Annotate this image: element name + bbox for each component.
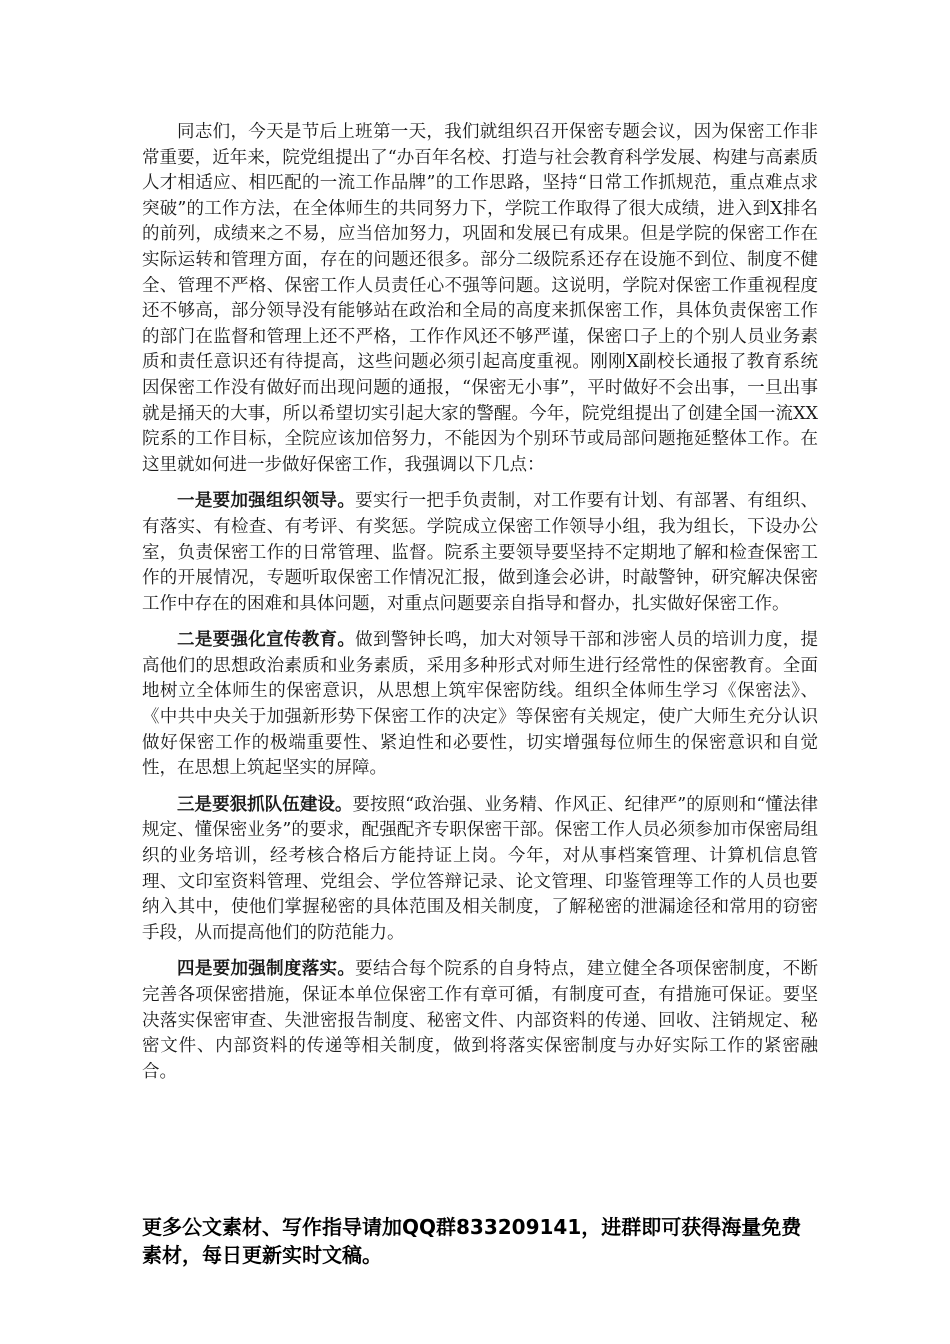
point-3-heading: 三是要狠抓队伍建设。 bbox=[177, 794, 353, 815]
promo-footer: 更多公文素材、写作指导请加QQ群833209141，进群即可获得海量免费素材，每日更新实时文稿。 bbox=[142, 1215, 802, 1267]
point-2-text: 做到警钟长鸣，加大对领导干部和涉密人员的培训力度，提高他们的思想政治素质和业务素质，采用多种形式对师生进行经常性的保密教育。全面地树立全体师生的保密意识，从思想上筑牢保密防线。组织全体师生学习《保密法》、《中共中央关于加强新形势下保密工作的决定》等保密有关规定，使广大师生充分认识做好保密工作的极端重要性、紧迫性和必要性，切实增强每位师生的保密意识和自觉性，在思想上筑起坚实的屏障。 bbox=[142, 630, 819, 779]
paragraph-intro bbox=[142, 120, 818, 478]
point-1-heading: 一是要加强组织领导。 bbox=[177, 491, 356, 512]
document-body bbox=[142, 120, 818, 1096]
paragraph-point-4 bbox=[142, 957, 818, 1085]
point-2-heading: 二是要强化宣传教育。 bbox=[177, 630, 356, 651]
paragraph-point-2 bbox=[142, 628, 818, 782]
paragraph-point-1 bbox=[142, 489, 818, 617]
paragraph-intro-text: 同志们，今天是节后上班第一天，我们就组织召开保密专题会议，因为保密工作非常重要，近年来，院党组提出了“办百年名校、打造与社会教育科学发展、构建与高素质人才相适应、相匹配的一流工作品牌”的工作思路，坚持“日常工作抓规范，重点难点求突破”的工作方法，在全体师生的共同努力下，学院工作取得了很大成绩，进入到X排名的前列，成绩来之不易，应当倍加努力，巩固和发展已有成果。但是学院的保密工作在实际运转和管理方面，存在的问题还很多。部分二级院系还存在设施不到位、制度不健全、管理不严格、保密工作人员责任心不强等问题。这说明，学院对保密工作重视程度还不够高，部分领导没有能够站在政治和全局的高度来抓保密工作，具体负责保密工作的部门在监督和管理上还不严格，工作作风还不够严谨，保密口子上的个别人员业务素质和责任意识还有待提高，这些问题必须引起高度重视。刚刚X副校长通报了教育系统因保密工作没有做好而出现问题的通报，“保密无小事”，平时做好不会出事，一旦出事就是捅天的大事，所以希望切实引起大家的警醒。今年，院党组提出了创建全国一流XX院系的工作目标，全院应该加倍努力，不能因为个别环节或局部问题拖延整体工作。在这里就如何进一步做好保密工作，我强调以下几点： bbox=[142, 122, 818, 475]
point-3-text: 要按照“政治强、业务精、作风正、纪律严”的原则和“懂法律规定、懂保密业务”的要求，配强配齐专职保密干部。保密工作人员必须参加市保密局组织的业务培训，经考核合格后方能持证上岗。今年，对从事档案管理、计算机信息管理、文印室资料管理、党组会、学位答辩记录、论文管理、印鉴管理等工作的人员也要纳入其中，使他们掌握秘密的具体范围及相关制度，了解秘密的泄漏途径和常用的窃密手段，从而提高他们的防范能力。 bbox=[142, 794, 818, 943]
point-4-text: 要结合每个院系的自身特点，建立健全各项保密制度，不断完善各项保密措施，保证本单位保密工作有章可循，有制度可查，有措施可保证。要坚决落实保密审查、失泄密报告制度、秘密文件、内部资料的传递、回收、注销规定、秘密文件、内部资料的传递等相关制度，做到将落实保密制度与办好实际工作的紧密融合。 bbox=[142, 959, 819, 1082]
point-4-heading: 四是要加强制度落实。 bbox=[177, 959, 356, 980]
paragraph-point-3 bbox=[142, 793, 818, 947]
point-1-text: 要实行一把手负责制，对工作要有计划、有部署、有组织、有落实、有检查、有考评、有奖惩。学院成立保密工作领导小组，我为组长，下设办公室，负责保密工作的日常管理、监督。院系主要领导要坚持不定期地了解和检查保密工作的开展情况，专题听取保密工作情况汇报，做到逢会必讲，时敲警钟，研究解决保密工作中存在的困难和具体问题，对重点问题要亲自指导和督办，扎实做好保密工作。 bbox=[142, 491, 819, 614]
